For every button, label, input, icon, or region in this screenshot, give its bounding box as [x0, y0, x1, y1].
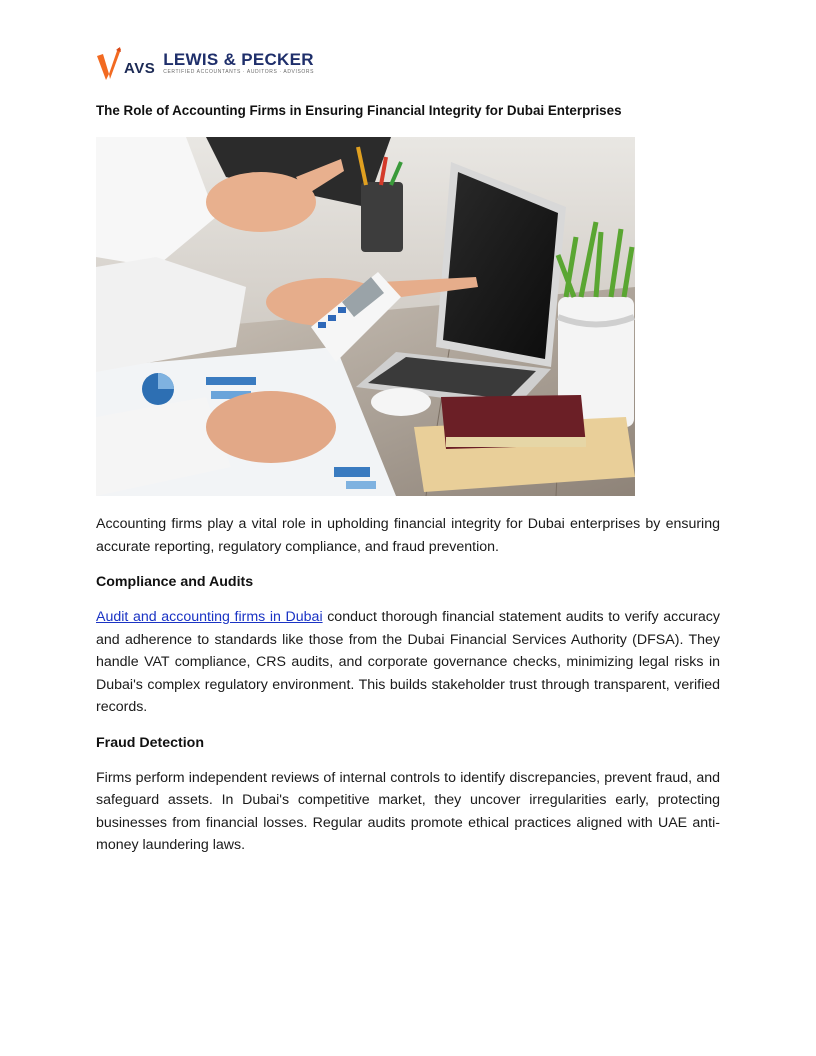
logo-check-icon: [96, 46, 122, 82]
hero-image-accounting-desk: [96, 137, 635, 496]
logo-wordmark: [163, 51, 314, 76]
article-title: The Role of Accounting Firms in Ensuring Financial Integrity for Dubai Enterprises: [96, 103, 622, 118]
section-heading-compliance: Compliance and Audits: [96, 574, 254, 590]
logo-company-name: LEWIS & PECKER: [163, 49, 314, 69]
document-page: [96, 44, 720, 857]
compliance-paragraph: [96, 606, 720, 719]
section-heading-fraud: Fraud Detection: [96, 734, 204, 751]
intro-paragraph: Accounting firms play a vital role in upholding financial integrity for Dubai enterprises by ensuring accurate reporting, regulatory compliance, and fraud prevention.: [96, 516, 720, 555]
logo-tagline: CERTIFIED ACCOUNTANTS · AUDITORS · ADVISORS: [163, 68, 315, 75]
fraud-paragraph: Firms perform independent reviews of internal controls to identify discrepancies, prevent fraud, and safeguard assets. In Dubai's competitive market, they uncover irregularities early, protecting businesses from financial losses. Regular audits promote ethical practices aligned with UAE anti-money laundering laws.: [96, 769, 720, 853]
compliance-paragraph-text: conduct thorough financial statement audits to verify accuracy and adherence to standards like those from the Dubai Financial Services Authority (DFSA). They handle VAT compliance, CRS audits, and corporate governance checks, minimizing legal risks in Dubai's complex regulatory environment. This builds stakeholder trust through transparent, verified records.: [96, 609, 720, 715]
company-logo[interactable]: [96, 44, 720, 84]
logo-avs-text: AVS: [124, 59, 156, 77]
audit-firms-link[interactable]: Audit and accounting firms in Dubai: [96, 609, 323, 625]
